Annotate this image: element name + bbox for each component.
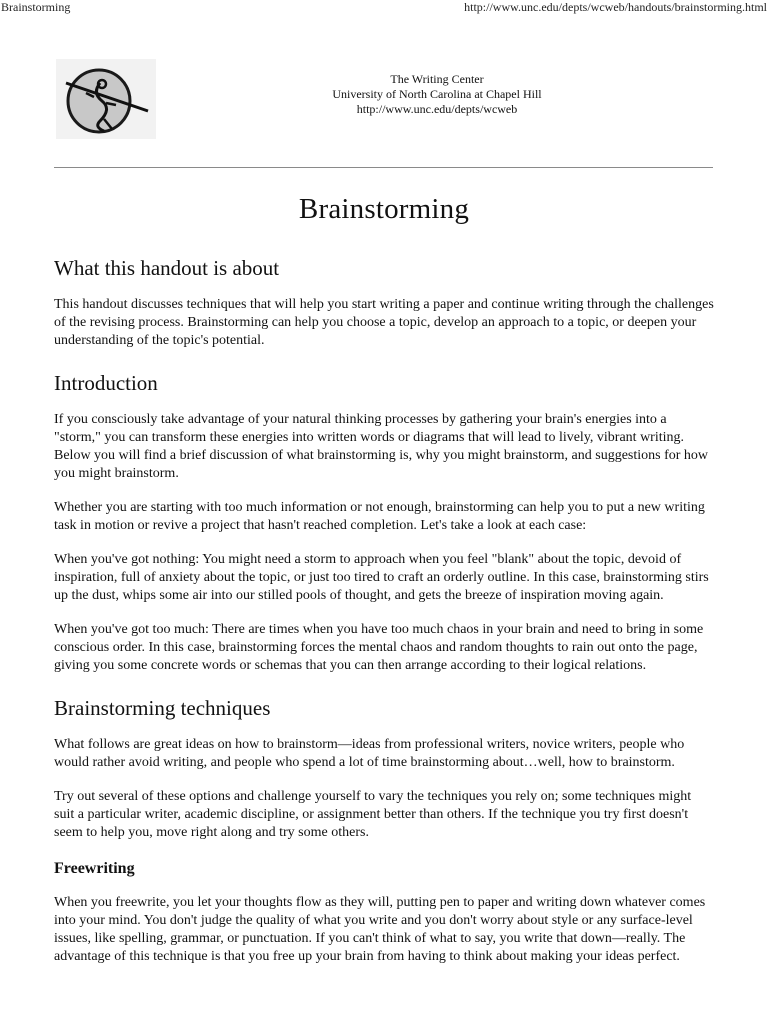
header-divider — [54, 167, 713, 168]
techniques-paragraph-1: What follows are great ideas on how to brainstorm—ideas from professional writers, novice writers, people who would rather avoid writing, and people who spend a lot of time brainstorming about…well, how to brainstorm. — [54, 737, 685, 770]
writing-center-logo-icon — [56, 57, 156, 141]
print-header-title: Brainstorming — [1, 0, 71, 14]
subheading-freewriting: Freewriting — [54, 860, 135, 877]
org-name: The Writing Center — [390, 72, 484, 86]
university-name: University of North Carolina at Chapel Hill — [332, 87, 542, 101]
intro-paragraph-4: When you've got too much: There are times when you have too much chaos in your brain and need to bring in some conscious order. In this case, brainstorming forces the mental chaos and random thoughts to rain out onto the page, giving you some concrete words or schemas that you can then arrange according to their logical relations. — [54, 622, 704, 673]
site-url: http://www.unc.edu/depts/wcweb — [356, 102, 518, 116]
print-header-url: http://www.unc.edu/depts/wcweb/handouts/brainstorming.html — [464, 0, 767, 14]
page-title: Brainstorming — [298, 193, 470, 225]
freewriting-paragraph-1: When you freewrite, you let your thoughts flow as they will, putting pen to paper and writing down whatever comes into your mind. You don't judge the quality of what you write and you don't worry about style or any surface-level issues, like spelling, grammar, or punctuation. If you can't think of what to say, you write that down—really. The advantage of this technique is that you free up your brain from having to think about making your ideas perfect. — [54, 895, 706, 964]
section-heading-about: What this handout is about — [54, 256, 280, 280]
intro-paragraph-1: If you consciously take advantage of your natural thinking processes by gathering your brain's energies into a "storm," you can transform these energies into written words or diagrams that will lead to lively, vibrant writing. Below you will find a brief discussion of what brainstorming is, why you might brainstorm, and suggestions for how you might brainstorm. — [54, 412, 709, 481]
intro-paragraph-3: When you've got nothing: You might need a storm to approach when you feel "blank" about the topic, devoid of inspiration, full of anxiety about the topic, or just too tired to craft an orderly outline. In this case, brainstorming stirs up the dust, whips some air into our stilled pools of thought, and gets the breeze of inspiration moving again. — [54, 552, 709, 603]
section-heading-techniques: Brainstorming techniques — [54, 696, 271, 720]
section-heading-introduction: Introduction — [54, 371, 158, 395]
techniques-paragraph-2: Try out several of these options and challenge yourself to vary the techniques you rely on; some techniques might suit a particular writer, academic discipline, or assignment better than others. If the technique you try first doesn't seem to help you, move right along and try some others. — [54, 789, 692, 840]
document-body — [54, 188, 714, 982]
site-header — [300, 72, 574, 117]
print-header — [0, 0, 768, 16]
writing-center-logo — [56, 57, 156, 141]
intro-paragraph-2: Whether you are starting with too much information or not enough, brainstorming can help you to put a new writing task in motion or revive a project that hasn't reached completion. Let's take a look at each case: — [54, 500, 705, 533]
about-paragraph: This handout discusses techniques that will help you start writing a paper and continue writing through the challenges of the revising process. Brainstorming can help you choose a topic, develop an approach to a topic, or deepen your understanding of the topic's potential. — [54, 297, 714, 348]
